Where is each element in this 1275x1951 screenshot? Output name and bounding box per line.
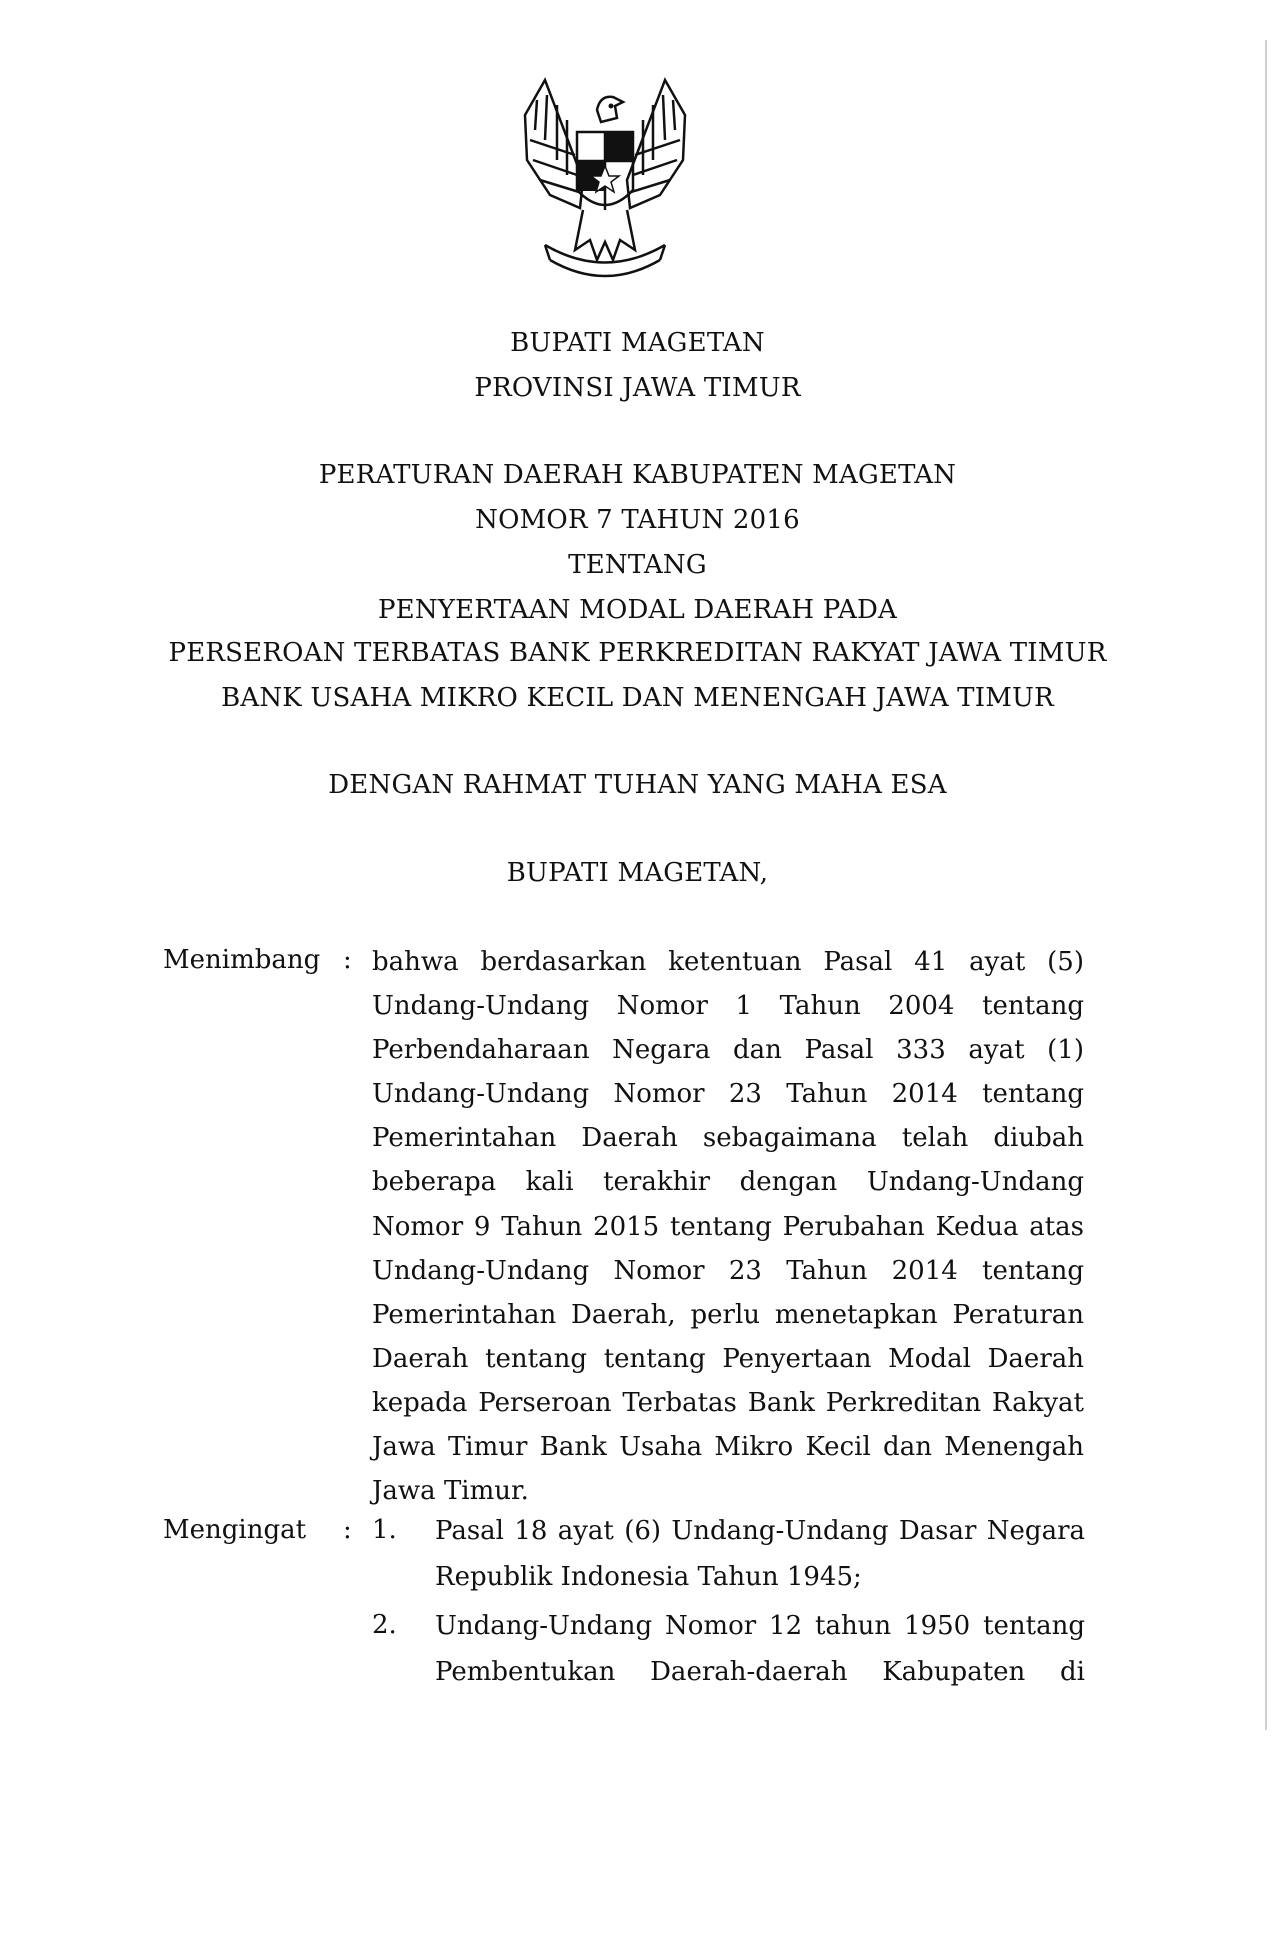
header-title: BUPATI MAGETAN	[510, 328, 765, 358]
menimbang-colon: :	[343, 945, 352, 975]
mengingat-item-1-number: 1.	[372, 1515, 397, 1545]
menimbang-text: bahwa berdasarkan ketentuan Pasal 41 ayat (5) Undang-Undang Nomor 1 Tahun 2004 tentang Perbendaharaan Negara dan Pasal 333 ayat (1) Undang-Undang Nomor 23 Tahun 2014 tentang Pemerintahan Daerah sebagaimana telah diubah beberapa kali terakhir dengan Undang-Undang Nomor 9 Tahun 2015 tentang Perubahan Kedua atas Undang-Undang Nomor 23 Tahun 2014 tentang Pemerintahan Daerah, perlu menetapkan Peraturan Daerah tentang tentang Penyertaan Modal Daerah kepada Perseroan Terbatas Bank Perkreditan Rakyat Jawa Timur Bank Usaha Mikro Kecil dan Menengah Jawa Timur.	[372, 947, 1084, 1507]
regulation-line-1: PERATURAN DAERAH KABUPATEN MAGETAN	[318, 460, 957, 490]
regulation-subject-2: PERSEROAN TERBATAS BANK PERKREDITAN RAKYAT JAWA TIMUR	[168, 638, 1107, 668]
garuda-emblem-icon	[505, 70, 705, 295]
regulation-subject-1: PENYERTAAN MODAL DAERAH PADA	[377, 595, 898, 625]
authority: BUPATI MAGETAN,	[506, 858, 769, 888]
menimbang-label: Menimbang	[163, 945, 321, 975]
mengingat-item-2-text: Undang-Undang Nomor 12 tahun 1950 tentang Pembentukan Daerah-daerah Kabupaten di	[435, 1611, 1085, 1687]
regulation-tentang: TENTANG	[568, 550, 707, 580]
regulation-number: NOMOR 7 TAHUN 2016	[475, 505, 800, 535]
mengingat-item-1-text: Pasal 18 ayat (6) Undang-Undang Dasar Negara Republik Indonesia Tahun 1945;	[435, 1516, 1085, 1592]
mengingat-colon: :	[343, 1515, 352, 1545]
mengingat-label: Mengingat	[163, 1515, 307, 1545]
regulation-subject-3: BANK USAHA MIKRO KECIL DAN MENENGAH JAWA TIMUR	[221, 683, 1054, 713]
invocation: DENGAN RAHMAT TUHAN YANG MAHA ESA	[328, 770, 947, 800]
mengingat-item-2-number: 2.	[372, 1610, 397, 1640]
header-province: PROVINSI JAWA TIMUR	[474, 373, 801, 403]
